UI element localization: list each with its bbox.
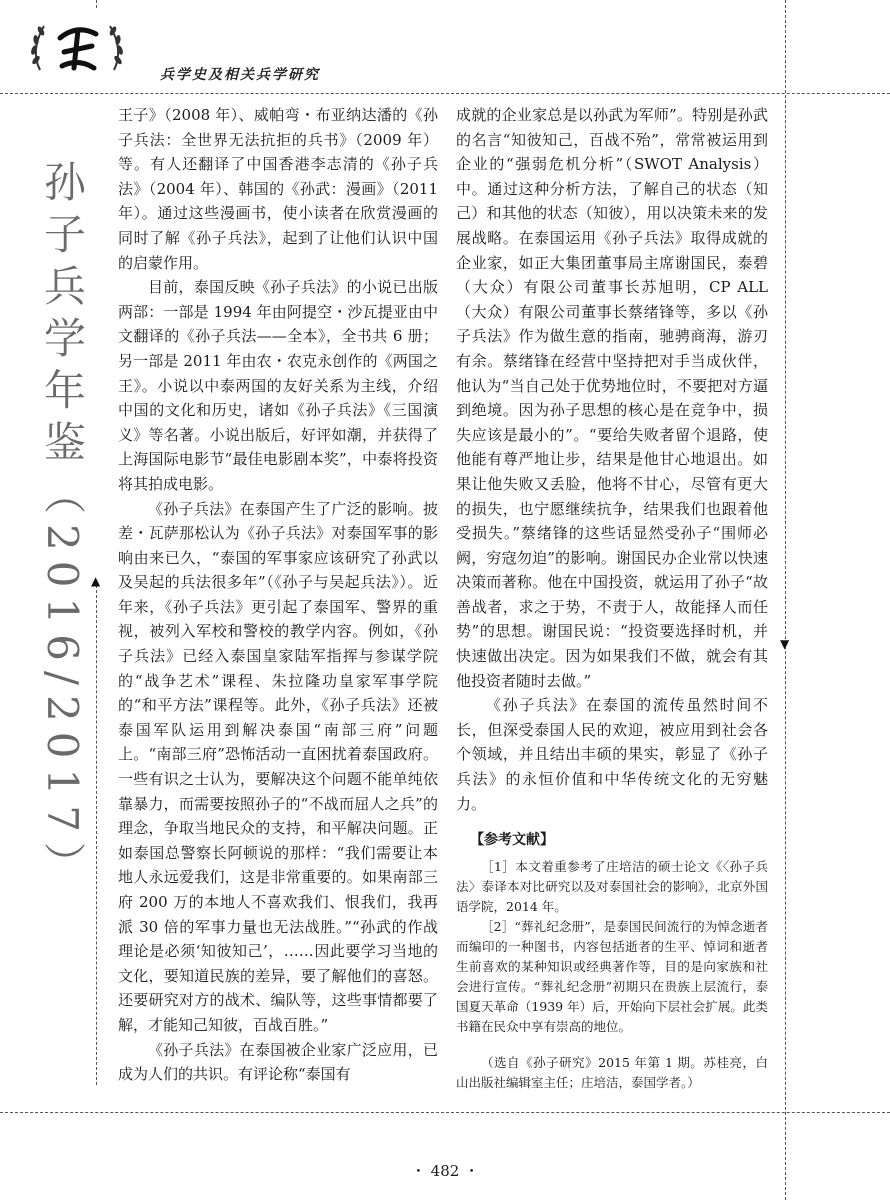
paragraph: 《孙子兵法》在泰国产生了广泛的影响。披差・瓦萨那松认为《孙子兵法》对泰国军事的影响由来已久，“泰国的军事家应该研究了孙武以及吴起的兵法很多年”（《孙子与吴起兵法》）。近年来，《孙子兵法》更引起了泰国军、警界的重视，被列入军校和警校的教学内容。例如，《孙子兵法》已经入泰国皇家陆军指挥与参谋学院的“战争艺术”课程、朱拉隆功皇家军事学院的“和平方法”课程等。此外，《孙子兵法》还被泰国军队运用到解决泰国“南部三府”问题上。“南部三府”恐怖活动一直困扰着泰国政府。一些有识之士认为，要解决这个问题不能单纯依靠暴力，而需要按照孙子的“不战而屈人之兵”的理念，争取当地民众的支持，和平解决问题。正如泰国总警察长阿顿说的那样：“我们需要让本地人永远爱我们，这是非常重要的。如果南部三府 200 万的本地人不喜欢我们、恨我们，我再派 30 倍的军事力量也无法战胜。”“孙武的作战理论是必须‘知彼知己’，……因此要学习当地的文化，要知道民族的差异，要了解他们的喜怒。还要研究对方的战术、编队等，这些事情都要了解，才能知己知彼，百战百胜。” (118, 499, 438, 1034)
vertical-book-title: 孙子兵学年鉴（2016/2017） (38, 160, 87, 894)
left-text-column (118, 103, 438, 1087)
paragraph: 《孙子兵法》在泰国的流传虽然时间不长，但深受泰国人民的欢迎，被应用到社会各个领域，并且结出丰硕的果实，彰显了《孙子兵法》的永恒价值和中华传统文化的无穷魅力。 (456, 696, 768, 813)
reference-item: ［2］“葬礼纪念册”，是泰国民间流行的为悼念逝者而编印的一种图书，内容包括逝者的生平、悼词和逝者生前喜欢的某种知识或经典著作等，目的是向家族和社会进行宣传。“葬礼纪念册”初期只在贵族上层流行，泰国夏天革命（1939 年）后，开始向下层社会扩展。此类书籍在民众中享有崇高的地位。 (456, 918, 768, 1034)
paragraph: 王子》（2008 年）、威帕弯・布亚纳达潘的《孙子兵法：全世界无法抗拒的兵书》（2009 年）等。有人还翻译了中国香港李志清的《孙子兵法》（2004 年）、韩国的《孙武：漫画》（2011 年）。通过这些漫画书，使小读者在欣赏漫画的同时了解《孙子兵法》，起到了让他们认识中国的启蒙作用。 (118, 106, 438, 272)
footer-dashed-rule (0, 1112, 890, 1113)
laurel-emblem-icon (22, 8, 132, 83)
paragraph: 《孙子兵法》在泰国被企业家广泛应用，已成为人们的共识。有评论称“泰国有 (118, 1040, 438, 1084)
source-note: （选自《孙子研究》2015 年第 1 期。苏桂亮，白山出版社编辑室主任；庄培洁，泰国学者。） (456, 1054, 768, 1090)
right-text-column (456, 103, 768, 1093)
references-heading: 【参考文献】 (470, 832, 554, 849)
up-arrow-icon: ▲ (91, 574, 101, 588)
page-number: ・ 482 ・ (410, 1162, 480, 1180)
down-arrow-icon: ▼ (780, 637, 790, 651)
paragraph: 成就的企业家总是以孙武为军师”。特别是孙武的名言“知彼知己，百战不殆”，常常被运用到企业的“强弱危机分析”（SWOT Analysis）中。通过这种分析方法，了解自己的状态（知己）和其他的状态（知彼），用以决策未来的发展战略。在泰国运用《孙子兵法》取得成就的企业家，如正大集团董事局主席谢国民，泰碧（大众）有限公司董事长苏旭明，CP ALL（大众）有限公司董事长蔡绪锋等，多以《孙子兵法》作为做生意的指南，驰骋商海，游刃有余。蔡绪锋在经营中坚持把对手当成伙伴，他认为“当自己处于优势地位时，不要把对方逼到绝境。因为孙子思想的核心是在竞争中，损失应该是最小的”。“要给失败者留个退路，使他能有尊严地让步，结果是他甘心地退出。如果让他失败又丢脸，他将不甘心，尽管有更大的损失，也宁愿继续抗争，结果我们也跟着他受损失。”蔡绪锋的这些话显然受孙子“围师必阙，穷寇勿迫”的影响。谢国民办企业常以快速决策而著称。他在中国投资，就运用了孙子“故善战者，求之于势，不责于人，故能择人而任势”的思想。谢国民说：“投资要选择时机，并快速做出决定。因为如果我们不做，就会有其他投资者随时去做。” (456, 106, 768, 690)
reference-item: ［1］本文着重参考了庄培洁的硕士论文《〈孙子兵法〉泰译本对比研究以及对泰国社会的影响》，北京外国语学院，2014 年。 (456, 858, 768, 914)
left-dashed-margin-upper (96, 0, 97, 8)
paragraph: 目前，泰国反映《孙子兵法》的小说已出版两部：一部是 1994 年由阿提空・沙瓦提亚由中文翻译的《孙子兵法——全本》，全书共 6 册；另一部是 2011 年由农・农克永创作的《两国之王》。小说以中泰两国的友好关系为主线，介绍中国的文化和历史，诸如《孙子兵法》《三国演义》等名著。小说出版后，好评如潮，并获得了上海国际电影节“最佳电影剧本奖”，中泰将投资将其拍成电影。 (118, 278, 438, 493)
right-dashed-margin (785, 0, 786, 1200)
section-title: 兵学史及相关兵学研究 (160, 67, 320, 83)
header-dashed-rule (0, 93, 890, 94)
left-dashed-margin-lower (96, 585, 97, 1085)
